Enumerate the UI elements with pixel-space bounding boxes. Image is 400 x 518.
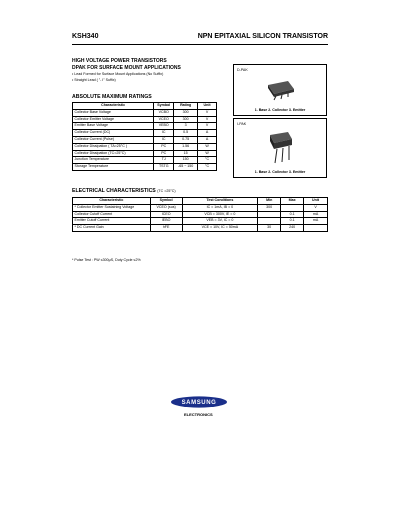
table-cell: IC [154,130,174,137]
table-cell: mA [304,211,328,218]
column-header: Characteristic [73,103,154,110]
table-cell: V [198,109,217,116]
column-header: Max [281,198,304,205]
table-header-row [73,103,217,110]
table-cell: VCE = 10V, IC = 50mA [182,225,258,232]
table-cell: TSTG [154,164,174,171]
table-cell: VEBO [154,123,174,130]
table-cell [304,225,328,232]
table-cell: VCEO [154,116,174,123]
table-row [73,123,217,130]
table-cell: 300 [258,204,281,211]
table-row [73,164,217,171]
header-divider [72,44,328,45]
column-header: Symbol [150,198,182,205]
package-name: I-PAK [237,122,247,126]
table-cell: PC [154,150,174,157]
table-cell: VCBO [154,109,174,116]
table-row [73,150,217,157]
column-header: Symbol [154,103,174,110]
table-cell: 0.1 [281,218,304,225]
table-cell: ICEO [150,211,182,218]
table-cell: 1.56 [174,143,198,150]
table-row [73,116,217,123]
table-row [73,204,328,211]
table-cell: 15 [174,150,198,157]
abs-max-table [72,102,217,171]
subtitle-line-2: DPAK FOR SURFACE MOUNT APPLICATIONS [72,65,181,71]
table-cell [281,204,304,211]
table-cell: TJ [154,157,174,164]
electrical-title [72,188,176,194]
table-cell: * Collector Emitter Sustaining Voltage [73,204,151,211]
table-cell: V [198,116,217,123]
table-cell: VEB = 3V, IC = 0 [182,218,258,225]
pulse-test-note: * Pulse Test : PW ≤300μS, Duty Cycle ≤2% [72,258,141,262]
table-row [73,218,328,225]
table-cell: Emitter Base Voltage [73,123,154,130]
page-title: NPN EPITAXIAL SILICON TRANSISTOR [197,33,328,40]
column-header: Min [258,198,281,205]
column-header: Test Conditions [182,198,258,205]
table-row [73,211,328,218]
feature-bullet: • Straight Lead ( "- I" Suffix) [72,78,116,82]
table-cell: 300 [174,116,198,123]
table-cell: °C [198,164,217,171]
subtitle-line-1: HIGH VOLTAGE POWER TRANSISTORS [72,58,167,64]
column-header: Characteristic [73,198,151,205]
table-cell: 0.5 [174,130,198,137]
abs-max-title: ABSOLUTE MAXIMUM RATINGS [72,94,152,100]
table-cell: mA [304,218,328,225]
table-cell: IC [154,136,174,143]
table-cell: W [198,150,217,157]
logo-wordmark: SAMSUNG [181,400,217,406]
dpak-package-icon [264,79,296,101]
table-cell: IC = 1mA, IB = 0 [182,204,258,211]
table-cell: Collector Current (Pulse) [73,136,154,143]
table-cell: VCEO (sus) [150,204,182,211]
pin-caption: 1. Base 2. Collector 3. Emitter [254,170,306,174]
table-cell: V [198,123,217,130]
column-header: Rating [174,103,198,110]
package-name: D-PAK [237,68,248,72]
ipak-package-icon [264,131,296,165]
table-cell: °C [198,157,217,164]
table-row [73,157,217,164]
table-cell: 0.1 [281,211,304,218]
table-cell: Collector Current (DC) [73,130,154,137]
table-row [73,225,328,232]
table-cell: Collector Dissipation ( TA=25°C ) [73,143,154,150]
table-cell: 300 [174,109,198,116]
logo-division: ELECTRONICS [184,412,213,417]
pin-caption: 1. Base 2. Collector 3. Emitter [254,108,306,112]
table-cell: A [198,136,217,143]
table-cell [258,211,281,218]
table-cell: -65 ~ 150 [174,164,198,171]
table-cell: 3 [174,123,198,130]
table-cell: V [304,204,328,211]
table-cell: Junction Temperature [73,157,154,164]
table-cell: Storage Temperature [73,164,154,171]
column-header: Unit [198,103,217,110]
feature-bullet: • Lead Formed for Surface Mount Applications (No Suffix) [72,72,164,76]
table-header-row [73,198,328,205]
table-cell: 150 [174,157,198,164]
table-row [73,109,217,116]
table-cell: 240 [281,225,304,232]
table-cell: Emitter Cutoff Current [73,218,151,225]
table-cell: hFE [150,225,182,232]
table-cell: Collector Dissipation (TC=25°C) [73,150,154,157]
table-cell: Collector Base Voltage [73,109,154,116]
table-cell: 30 [258,225,281,232]
electrical-title-text: ELECTRICAL CHARACTERISTICS [72,188,156,194]
electrical-condition: (TC =25°C) [157,189,176,193]
table-cell: IEBO [150,218,182,225]
table-row [73,130,217,137]
ipak-package-box [233,118,327,178]
table-row [73,143,217,150]
column-header: Unit [304,198,328,205]
table-cell [258,218,281,225]
table-cell: PC [154,143,174,150]
table-cell: W [198,143,217,150]
table-cell: Collector Emitter Voltage [73,116,154,123]
electrical-table [72,197,328,232]
table-row [73,136,217,143]
table-cell: * DC Current Gain [73,225,151,232]
dpak-package-box [233,64,327,116]
table-cell: 0.75 [174,136,198,143]
samsung-logo [170,396,228,408]
table-cell: A [198,130,217,137]
part-number: KSH340 [72,33,99,40]
table-cell: Collector Cutoff Current [73,211,151,218]
table-cell: VCB = 300V, IE = 0 [182,211,258,218]
